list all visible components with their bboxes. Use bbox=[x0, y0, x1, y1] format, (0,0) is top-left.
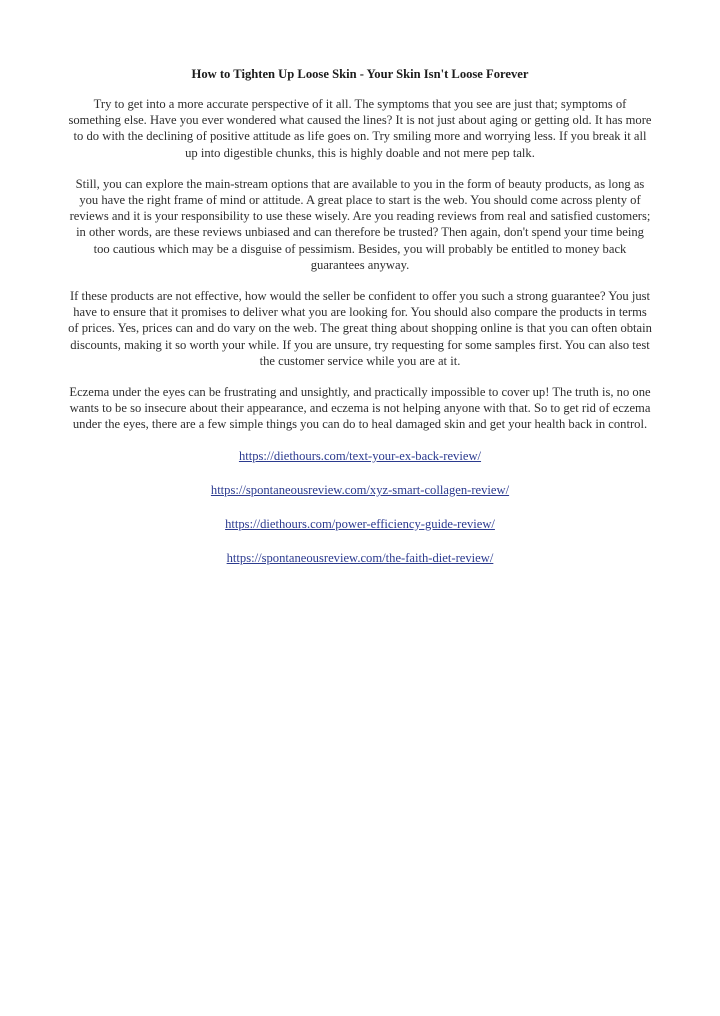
link-list bbox=[68, 448, 652, 566]
paragraph-guarantee: If these products are not effective, how would the seller be confident to offer you such a strong guarantee? You just have to ensure that it promises to deliver what you are looking for. You should also compare the products in terms of prices. Yes, prices can and do vary on the web. The great thing about shopping online is that you can often obtain discounts, making it so worth your while. If you are unsure, try requesting for some samples first. You can also test the customer service while you are at it. bbox=[68, 289, 652, 368]
link-the-faith-diet-review[interactable]: https://spontaneousreview.com/the-faith-diet-review/ bbox=[226, 550, 494, 565]
link-text-your-ex-back-review[interactable]: https://diethours.com/text-your-ex-back-review/ bbox=[238, 448, 482, 463]
link-power-efficiency-guide-review[interactable]: https://diethours.com/power-efficiency-guide-review/ bbox=[225, 516, 495, 531]
paragraph-perspective: Try to get into a more accurate perspective of it all. The symptoms that you see are just that; symptoms of something else. Have you ever wondered what caused the lines? It is not just about aging or getting old. It has more to do with the declining of positive attitude as life goes on. Try smiling more and worrying less. If you break it all up into digestible chunks, this is highly doable and not mere pep talk. bbox=[68, 97, 652, 160]
document-title: How to Tighten Up Loose Skin - Your Skin Isn't Loose Forever bbox=[191, 67, 529, 81]
link-xyz-smart-collagen-review[interactable]: https://spontaneousreview.com/xyz-smart-collagen-review/ bbox=[210, 482, 510, 497]
paragraph-eczema: Eczema under the eyes can be frustrating and unsightly, and practically impossible to cover up! The truth is, no one wants to be so insecure about their appearance, and eczema is not helping anyone with that. So to get rid of eczema under the eyes, there are a few simple things you can do to heal damaged skin and get your health back in control. bbox=[69, 385, 651, 432]
paragraph-beauty-products: Still, you can explore the main-stream options that are available to you in the form of beauty products, as long as you have the right frame of mind or attitude. A great place to start is the web. You should come across plenty of reviews and it is your responsibility to use these wisely. Are you reading reviews from real and satisfied customers; in other words, are these reviews unbiased and can therefore be trusted? Then again, don't spend your time being too cautious which may be a disguise of pessimism. Besides, you will probably be entitled to money back guarantees anyway. bbox=[69, 176, 651, 272]
